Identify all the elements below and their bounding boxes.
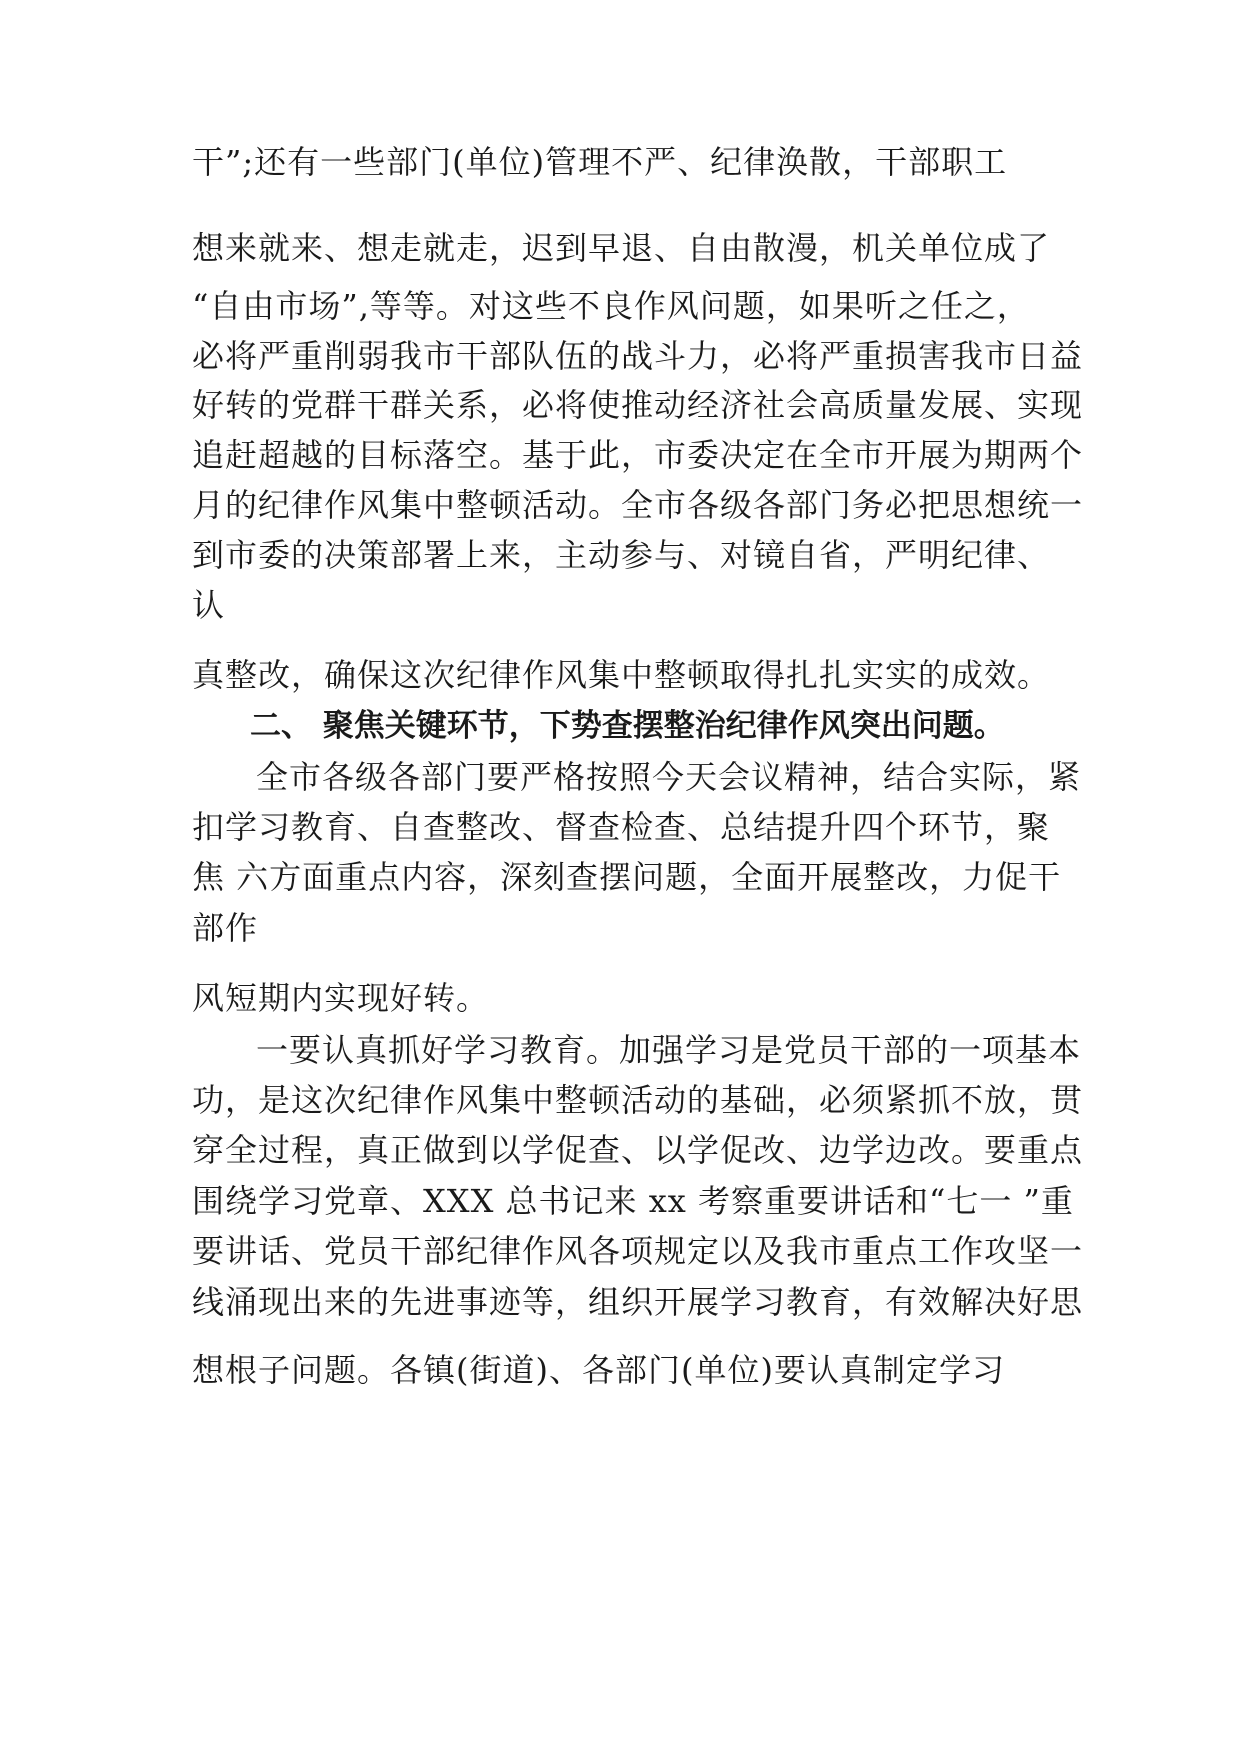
section-heading: 二、 聚焦关键环节，下势查摆整治纪律作风突出问题。 xyxy=(250,708,1005,744)
text-line: “自由市场”,等等。对这些不良作风问题，如果听之任之， xyxy=(192,287,1030,325)
text-line: 好转的党群干群关系，必将使推动经济社会高质量发展、实现 xyxy=(192,386,1084,424)
text-line: 认 xyxy=(192,586,226,624)
text-line: 必将严重削弱我市干部队伍的战斗力，必将严重损害我市日益 xyxy=(192,337,1084,375)
text-line: 穿全过程，真正做到以学促查、以学促改、边学边改。要重点 xyxy=(192,1131,1084,1169)
text-line: 想根子问题。各镇(街道)、各部门(单位)要认真制定学习 xyxy=(192,1351,1005,1389)
text-line: 扣学习教育、自查整改、督查检查、总结提升四个环节，聚 xyxy=(192,808,1051,846)
text-line: 想来就来、想走就走，迟到早退、自由散漫，机关单位成了 xyxy=(192,229,1051,267)
text-line: 围绕学习党章、XXX 总书记来 xx 考察重要讲话和“七一 ”重 xyxy=(192,1182,1074,1220)
text-line: 焦 六方面重点内容，深刻查摆问题，全面开展整改，力促干 xyxy=(192,858,1062,896)
text-line: 功，是这次纪律作风集中整顿活动的基础，必须紧抓不放，贯 xyxy=(192,1081,1084,1119)
text-line: 线涌现出来的先进事迹等，组织开展学习教育，有效解决好思 xyxy=(192,1283,1084,1321)
paragraph-first-line: 一要认真抓好学习教育。加强学习是党员干部的一项基本 xyxy=(256,1031,1082,1069)
text-line: 月的纪律作风集中整顿活动。全市各级各部门务必把思想统一 xyxy=(192,486,1084,524)
text-line: 部作 xyxy=(192,909,259,947)
text-line: 追赶超越的目标落空。基于此，市委决定在全市开展为期两个 xyxy=(192,436,1084,474)
paragraph-first-line: 全市各级各部门要严格按照今天会议精神，结合实际，紧 xyxy=(256,758,1082,796)
text-line: 要讲话、党员干部纪律作风各项规定以及我市重点工作攻坚一 xyxy=(192,1232,1084,1270)
text-line: 干”;还有一些部门(单位)管理不严、纪律涣散，干部职工 xyxy=(192,143,1008,181)
text-line: 到市委的决策部署上来，主动参与、对镜自省，严明纪律、 xyxy=(192,536,1051,574)
text-line: 风短期内实现好转。 xyxy=(192,979,490,1017)
text-line: 真整改，确保这次纪律作风集中整顿取得扎扎实实的成效。 xyxy=(192,656,1051,694)
